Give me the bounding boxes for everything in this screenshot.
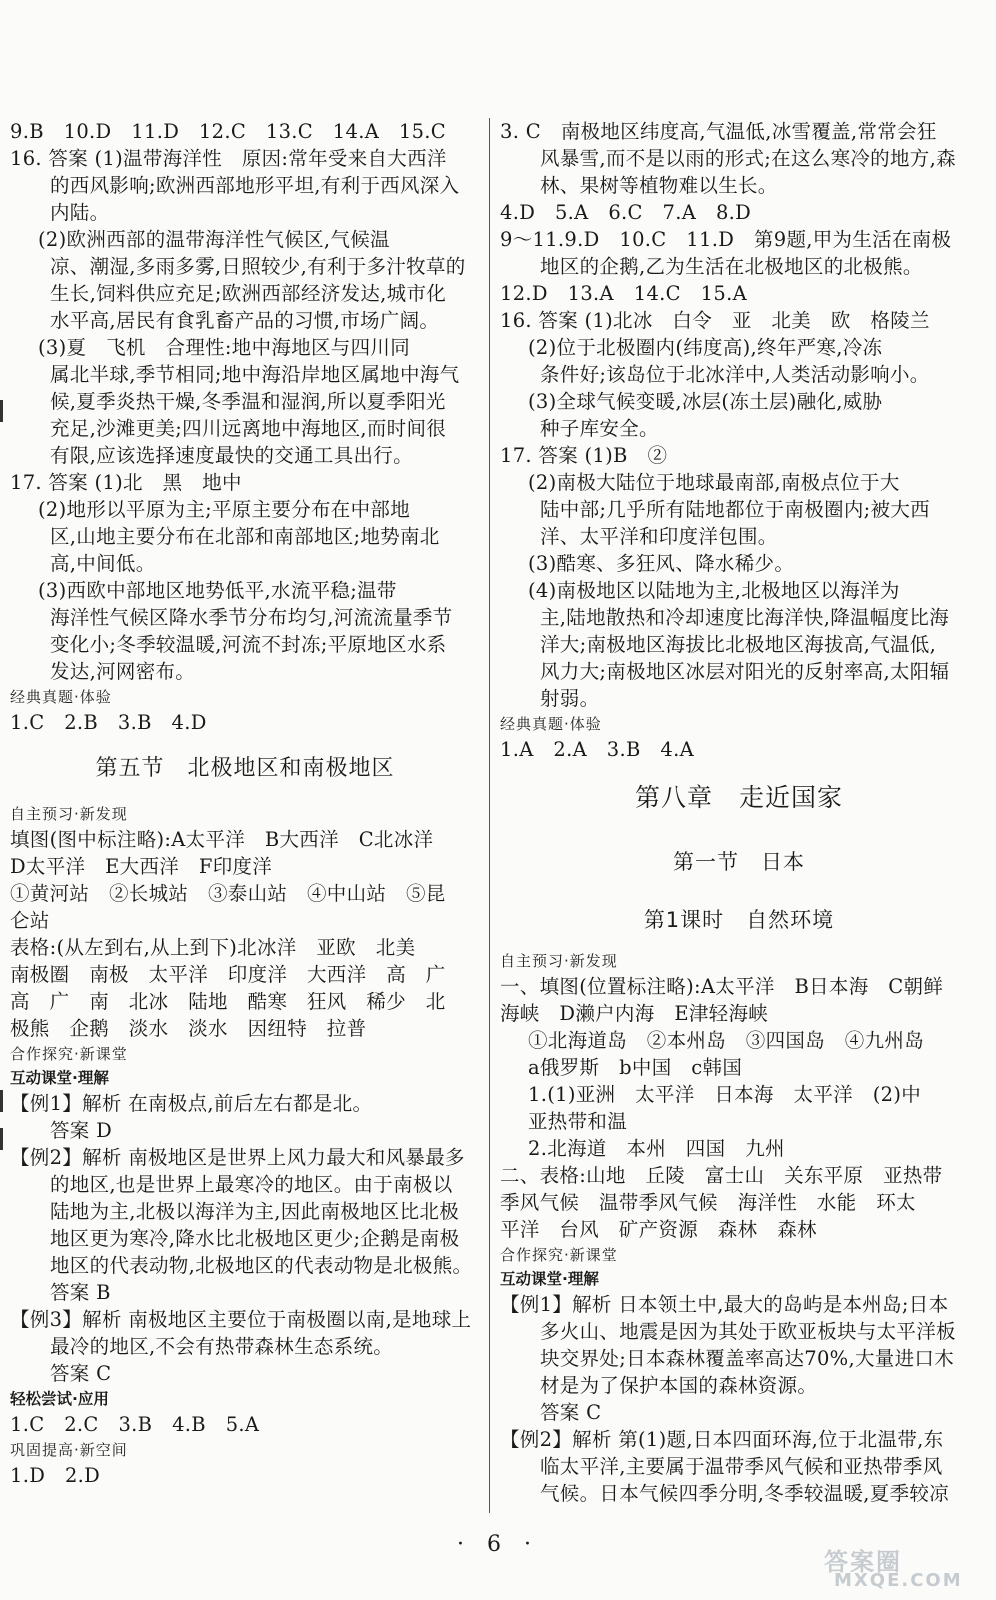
binding-mark <box>0 400 3 422</box>
section-heading: 第八章 走近国家 <box>634 783 843 812</box>
text-line: 林、果树等植物难以生长。 <box>540 174 778 197</box>
text-line: 一、填图(位置标注略):A太平洋 B日本海 C朝鲜 <box>500 975 944 998</box>
text-line: 地区的企鹅,乙为生活在北极地区的北极熊。 <box>540 255 923 278</box>
text-line: 候,夏季炎热干燥,冬季温和湿润,所以夏季阳光 <box>50 390 446 413</box>
text-line: 【例1】解析 在南极点,前后左右都是北。 <box>10 1092 373 1115</box>
text-line: 答案 C <box>50 1362 112 1385</box>
text-line: 17. 答案 (1)北 黑 地中 <box>10 471 242 494</box>
text-line: 1.D 2.D <box>10 1464 101 1487</box>
text-line: D太平洋 E大西洋 F印度洋 <box>10 855 273 878</box>
text-line: (3)全球气候变暖,冰层(冻土层)融化,威胁 <box>528 390 883 413</box>
text-line: 材是为了保护本国的森林资源。 <box>540 1374 818 1397</box>
text-line: 气候。日本气候四季分明,冬季较温暖,夏季较凉 <box>540 1482 949 1505</box>
text-line: 答案 C <box>540 1401 602 1424</box>
text-line: 1.(1)亚洲 太平洋 日本海 太平洋 (2)中 <box>528 1083 922 1106</box>
text-line: (2)地形以平原为主;平原主要分布在中部地 <box>38 498 410 521</box>
text-line: (3)酷寒、多狂风、降水稀少。 <box>528 552 795 575</box>
text-line: 【例2】解析 南极地区是世界上风力最大和风暴最多 <box>10 1146 465 1169</box>
watermark-url: MXQE.COM <box>834 1570 963 1591</box>
text-line: 【例3】解析 南极地区主要位于南极圈以南,是地球上 <box>10 1308 472 1331</box>
left-column <box>10 118 480 1489</box>
text-line: 的地区,也是世界上最寒冷的地区。由于南极以 <box>50 1173 453 1196</box>
text-line: 亚热带和温 <box>528 1110 628 1133</box>
text-line: 12.D 13.A 14.C 15.A <box>500 282 747 305</box>
binding-mark <box>0 1090 3 1112</box>
section-heading: 第1课时 自然环境 <box>643 908 835 932</box>
text-line: 1.C 2.C 3.B 4.B 5.A <box>10 1413 260 1436</box>
text-line: 生长,饲料供应充足;欧洲西部经济发达,城市化 <box>50 282 447 305</box>
section-label: 自主预习·新发现 <box>500 952 618 970</box>
watermark-text: 答案圈 <box>824 1548 902 1576</box>
text-line: 洋、太平洋和印度洋包围。 <box>540 525 778 548</box>
text-line: 海峡 D濑户内海 E津轻海峡 <box>500 1002 769 1025</box>
text-line: 4.D 5.A 6.C 7.A 8.D <box>500 201 752 224</box>
page-number-value: 6 <box>487 1532 509 1557</box>
text-line: 2.北海道 本州 四国 九州 <box>528 1137 785 1160</box>
text-line: 【例2】解析 第(1)题,日本四面环海,位于北温带,东 <box>500 1428 944 1451</box>
text-line: 9～11.9.D 10.C 11.D 第9题,甲为生活在南极 <box>500 228 952 251</box>
section-heading: 第五节 北极地区和南极地区 <box>95 756 395 781</box>
text-line: 填图(图中标注略):A太平洋 B大西洋 C北冰洋 <box>10 828 434 851</box>
text-line: 种子库安全。 <box>540 417 659 440</box>
subsection-label: 互动课堂·理解 <box>500 1270 599 1288</box>
text-line: 风力大;南极地区冰层对阳光的反射率高,太阳辐 <box>540 660 950 683</box>
text-line: 答案 D <box>50 1119 113 1142</box>
section-label: 自主预习·新发现 <box>10 805 128 823</box>
text-line: 充足,沙滩更美;四川远离地中海地区,而时间很 <box>50 417 447 440</box>
text-line: 有限,应该选择速度最快的交通工具出行。 <box>50 444 413 467</box>
text-line: 水平高,居民有食乳畜产品的习惯,市场广阔。 <box>50 309 440 332</box>
text-line: 临太平洋,主要属于温带季风气候和亚热带季风 <box>540 1455 943 1478</box>
text-line: (2)南极大陆位于地球最南部,南极点位于大 <box>528 471 900 494</box>
watermark-logo <box>816 1540 986 1596</box>
text-line: (3)西欧中部地区地势低平,水流平稳;温带 <box>38 579 397 602</box>
text-line: 海洋性气候区降水季节分布均匀,河流流量季节 <box>50 606 453 629</box>
section-heading: 第一节 日本 <box>673 850 805 874</box>
text-line: 块交界处;日本森林覆盖率高达70%,大量进口木 <box>540 1347 955 1370</box>
text-line: 1.A 2.A 3.B 4.A <box>500 738 694 761</box>
text-line: 1.C 2.B 3.B 4.D <box>10 711 207 734</box>
text-line: 9.B 10.D 11.D 12.C 13.C 14.A 15.C <box>10 120 447 143</box>
text-line: 陆中部;几乎所有陆地都位于南极圈内;被大西 <box>540 498 930 521</box>
text-line: 答案 B <box>50 1281 111 1304</box>
section-label: 合作探究·新课堂 <box>500 1246 618 1264</box>
subsection-label: 轻松尝试·应用 <box>10 1390 109 1408</box>
page-dot-left: · <box>457 1532 472 1557</box>
text-line: 16. 答案 (1)北冰 白令 亚 北美 欧 格陵兰 <box>500 309 930 332</box>
page-dot-right: · <box>524 1532 539 1557</box>
text-line: 高 广 南 北冰 陆地 酷寒 狂风 稀少 北 <box>10 990 446 1013</box>
text-line: 陆地为主,北极以海洋为主,因此南极地区比北极 <box>50 1200 459 1223</box>
text-line: ①黄河站 ②长城站 ③泰山站 ④中山站 ⑤昆 <box>10 882 446 905</box>
column-divider <box>489 118 490 1513</box>
text-line: (3)夏 飞机 合理性:地中海地区与四川同 <box>38 336 410 359</box>
text-line: 16. 答案 (1)温带海洋性 原因:常年受来自大西洋 <box>10 147 447 170</box>
right-column <box>500 118 978 1507</box>
text-line: 条件好;该岛位于北冰洋中,人类活动影响小。 <box>540 363 930 386</box>
text-line: 的西风影响;欧洲西部地形平坦,有利于西风深入 <box>50 174 460 197</box>
text-line: 风暴雪,而不是以雨的形式;在这么寒冷的地方,森 <box>540 147 956 170</box>
text-line: ①北海道岛 ②本州岛 ③四国岛 ④九州岛 <box>528 1029 925 1052</box>
text-line: 射弱。 <box>540 687 600 710</box>
text-line: 南极圈 南极 太平洋 印度洋 大西洋 高 广 <box>10 963 446 986</box>
text-line: 表格:(从左到右,从上到下)北冰洋 亚欧 北美 <box>10 936 416 959</box>
text-line: 季风气候 温带季风气候 海洋性 水能 环太 <box>500 1191 916 1214</box>
text-line: a俄罗斯 b中国 c韩国 <box>528 1056 743 1079</box>
text-line: 【例1】解析 日本领土中,最大的岛屿是本州岛;日本 <box>500 1293 949 1316</box>
text-line: 内陆。 <box>50 201 110 224</box>
text-line: 变化小;冬季较温暖,河流不封冻;平原地区水系 <box>50 633 447 656</box>
text-line: 极熊 企鹅 淡水 淡水 因纽特 拉普 <box>10 1017 367 1040</box>
text-line: 属北半球,季节相同;地中海沿岸地区属地中海气 <box>50 363 460 386</box>
section-label: 巩固提高·新空间 <box>10 1441 128 1459</box>
text-line: 最冷的地区,不会有热带森林生态系统。 <box>50 1335 394 1358</box>
text-line: 凉、潮湿,多雨多雾,日照较少,有利于多汁牧草的 <box>50 255 466 278</box>
text-line: 二、表格:山地 丘陵 富士山 关东平原 亚热带 <box>500 1164 943 1187</box>
section-label: 经典真题·体验 <box>10 688 112 706</box>
text-line: (4)南极地区以陆地为主,北极地区以海洋为 <box>528 579 900 602</box>
section-label: 经典真题·体验 <box>500 715 602 733</box>
text-line: 高,中间低。 <box>50 552 156 575</box>
text-line: 3. C 南极地区纬度高,气温低,冰雪覆盖,常常会狂 <box>500 120 937 143</box>
text-line: 地区的代表动物,北极地区的代表动物是北极熊。 <box>50 1254 473 1277</box>
text-line: 平洋 台风 矿产资源 森林 森林 <box>500 1218 817 1241</box>
text-line: (2)位于北极圈内(纬度高),终年严寒,冷冻 <box>528 336 883 359</box>
text-line: 地区更为寒冷,降水比北极地区更少;企鹅是南极 <box>50 1227 460 1250</box>
text-line: 主,陆地散热和冷却速度比海洋快,降温幅度比海 <box>540 606 949 629</box>
text-line: 仑站 <box>10 909 50 932</box>
text-line: (2)欧洲西部的温带海洋性气候区,气候温 <box>38 228 390 251</box>
text-line: 多火山、地震是因为其处于欧亚板块与太平洋板 <box>540 1320 956 1343</box>
section-label: 合作探究·新课堂 <box>10 1045 128 1063</box>
binding-mark <box>0 1128 3 1150</box>
text-line: 发达,河网密布。 <box>50 660 196 683</box>
subsection-label: 互动课堂·理解 <box>10 1069 109 1087</box>
text-line: 洋大;南极地区海拔比北极地区海拔高,气温低, <box>540 633 937 656</box>
text-line: 区,山地主要分布在北部和南部地区;地势南北 <box>50 525 440 548</box>
text-line: 17. 答案 (1)B ② <box>500 444 668 467</box>
